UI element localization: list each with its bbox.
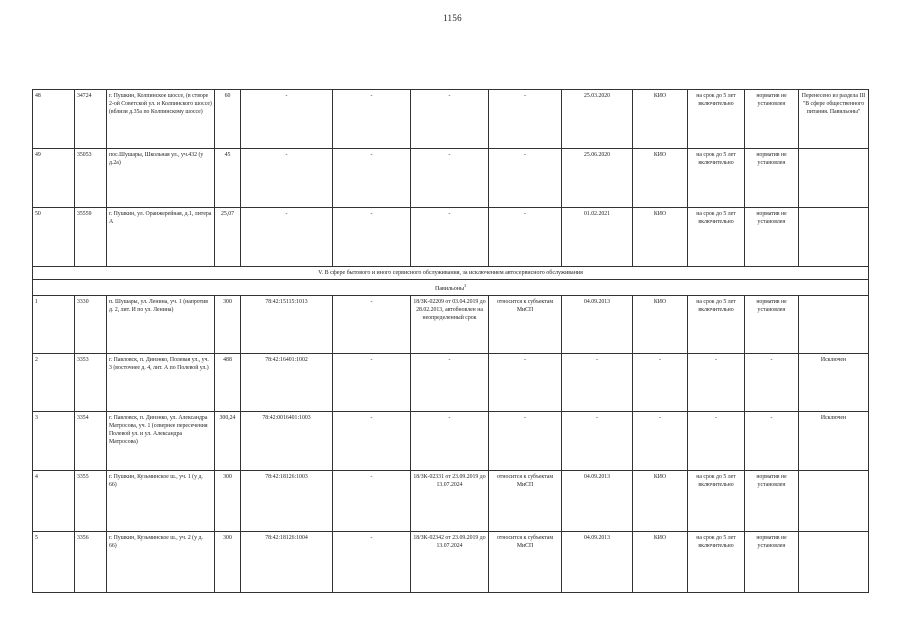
cadastral-number-cell: 78:42:15115:1013 [241,296,333,354]
note-cell [799,207,869,266]
norm-cell: норматив не установлен [745,471,799,532]
row-number-cell: 49 [33,148,75,207]
col-4-cell: - [333,148,411,207]
row-number-cell: 48 [33,90,75,149]
smb-status-cell: - [489,412,562,471]
organization-cell: КИО [633,207,688,266]
section-row [33,266,869,279]
subsection-row [33,280,869,296]
col-4-cell: - [333,90,411,149]
contract-info-cell: - [411,207,489,266]
inclusion-date-cell: 04.09.2013 [562,471,633,532]
note-cell [799,148,869,207]
object-id-cell: 3353 [75,354,107,412]
smb-status-cell: - [489,207,562,266]
cadastral-number-cell: - [241,90,333,149]
lease-term-cell: - [688,354,745,412]
subsection-footnote-mark: 3 [464,283,466,288]
organization-cell: - [633,354,688,412]
section-title: V. В сфере бытового и иного сервисного обслуживания, за исключением автосервисного обслуживания [33,266,869,279]
table-row [33,471,869,532]
cadastral-number-cell: 78:42:18126:1004 [241,532,333,593]
contract-info-cell: - [411,148,489,207]
contract-info-cell: 18/ЗК-02209 от 03.04.2019 до 28.02.2013, автобновлен на неопределенный срок [411,296,489,354]
note-cell [799,532,869,593]
address-cell: пос.Шушары, Школьная ул., уч.432 (у д.2а) [107,148,215,207]
norm-cell: норматив не установлен [745,148,799,207]
contract-info-cell: - [411,90,489,149]
table-row [33,412,869,471]
address-cell: г. Пушкин, Кузьминское ш., уч. 1 (у д. 66) [107,471,215,532]
cadastral-number-cell: 78:42:18126:1003 [241,471,333,532]
subsection-title [33,280,869,296]
address-cell: г. Пушкин, Колпинское шоссе, (в створе 2-ой Советской ул. и Колпинского шоссе) (вблизи д.35а по Колпинскому шоссе) [107,90,215,149]
col-4-cell: - [333,471,411,532]
address-cell: г. Пушкин, ул. Оранжерейная, д.1, литера А [107,207,215,266]
inclusion-date-cell: 01.02.2021 [562,207,633,266]
registry-table [32,89,869,593]
organization-cell: КИО [633,532,688,593]
smb-status-cell: - [489,90,562,149]
organization-cell: КИО [633,90,688,149]
object-id-cell: 3354 [75,412,107,471]
col-4-cell: - [333,296,411,354]
norm-cell: норматив не установлен [745,90,799,149]
inclusion-date-cell: 04.09.2013 [562,532,633,593]
table-row [33,148,869,207]
cadastral-number-cell: - [241,148,333,207]
organization-cell: КИО [633,471,688,532]
cadastral-number-cell: - [241,207,333,266]
inclusion-date-cell: - [562,354,633,412]
address-cell: п. Шушары, ул. Ленина, уч. 1 (напротив д. 2, лит. И по ул. Ленина) [107,296,215,354]
table-row [33,532,869,593]
col-4-cell: - [333,412,411,471]
lease-term-cell: - [688,412,745,471]
smb-status-cell: относится к субъектам МиСП [489,471,562,532]
smb-status-cell: - [489,148,562,207]
table-row [33,90,869,149]
norm-cell: - [745,412,799,471]
object-id-cell: 3330 [75,296,107,354]
row-number-cell: 50 [33,207,75,266]
norm-cell: норматив не установлен [745,296,799,354]
col-4-cell: - [333,354,411,412]
norm-cell: норматив не установлен [745,207,799,266]
smb-status-cell: относится к субъектам МиСП [489,296,562,354]
inclusion-date-cell: 25.03.2020 [562,90,633,149]
contract-info-cell: - [411,354,489,412]
lease-term-cell: на срок до 5 лет включительно [688,296,745,354]
cadastral-number-cell: 78:42:0016401:1003 [241,412,333,471]
contract-info-cell: 18/ЗК-02342 от 23.09.2019 до 13.07.2024 [411,532,489,593]
cadastral-number-cell: 78:42:16401:1002 [241,354,333,412]
object-id-cell: 3356 [75,532,107,593]
area-cell: 300 [215,471,241,532]
lease-term-cell: на срок до 5 лет включительно [688,148,745,207]
row-number-cell: 2 [33,354,75,412]
area-cell: 60 [215,90,241,149]
lease-term-cell: на срок до 5 лет включительно [688,532,745,593]
organization-cell: - [633,412,688,471]
smb-status-cell: относится к субъектам МиСП [489,532,562,593]
table-row [33,207,869,266]
object-id-cell: 35053 [75,148,107,207]
lease-term-cell: на срок до 5 лет включительно [688,90,745,149]
note-cell: Исключен [799,354,869,412]
col-4-cell: - [333,532,411,593]
inclusion-date-cell: - [562,412,633,471]
organization-cell: КИО [633,296,688,354]
lease-term-cell: на срок до 5 лет включительно [688,207,745,266]
row-number-cell: 4 [33,471,75,532]
norm-cell: - [745,354,799,412]
row-number-cell: 1 [33,296,75,354]
note-cell [799,471,869,532]
inclusion-date-cell: 25.06.2020 [562,148,633,207]
lease-term-cell: на срок до 5 лет включительно [688,471,745,532]
area-cell: 300,24 [215,412,241,471]
page-number: 1156 [443,13,462,23]
row-number-cell: 5 [33,532,75,593]
table-row [33,296,869,354]
object-id-cell: 35559 [75,207,107,266]
address-cell: г. Пушкин, Кузьминское ш., уч. 2 (у д. 66) [107,532,215,593]
contract-info-cell: - [411,412,489,471]
area-cell: 300 [215,532,241,593]
object-id-cell: 3355 [75,471,107,532]
row-number-cell: 3 [33,412,75,471]
address-cell: г. Павловск, п. Динэнко, ул. Александра Матросова, уч. 1 (севернее пересечения Полевой ул. и ул. Александра Матросова) [107,412,215,471]
inclusion-date-cell: 04.09.2013 [562,296,633,354]
address-cell: г. Павловск, п. Динэнко, Полевая ул., уч. 3 (восточнее д. 4, лит. А по Полевой ул.) [107,354,215,412]
area-cell: 25,07 [215,207,241,266]
smb-status-cell: - [489,354,562,412]
object-id-cell: 34724 [75,90,107,149]
subsection-label: Павильоны [434,286,464,292]
area-cell: 45 [215,148,241,207]
area-cell: 488 [215,354,241,412]
table-row [33,354,869,412]
area-cell: 300 [215,296,241,354]
contract-info-cell: 18/ЗК-02331 от 23.09.2019 до 13.07.2024 [411,471,489,532]
col-4-cell: - [333,207,411,266]
note-cell: Исключен [799,412,869,471]
norm-cell: норматив не установлен [745,532,799,593]
note-cell [799,296,869,354]
organization-cell: КИО [633,148,688,207]
note-cell: Перенесено из раздела III "В сфере общественного питания. Павильоны" [799,90,869,149]
